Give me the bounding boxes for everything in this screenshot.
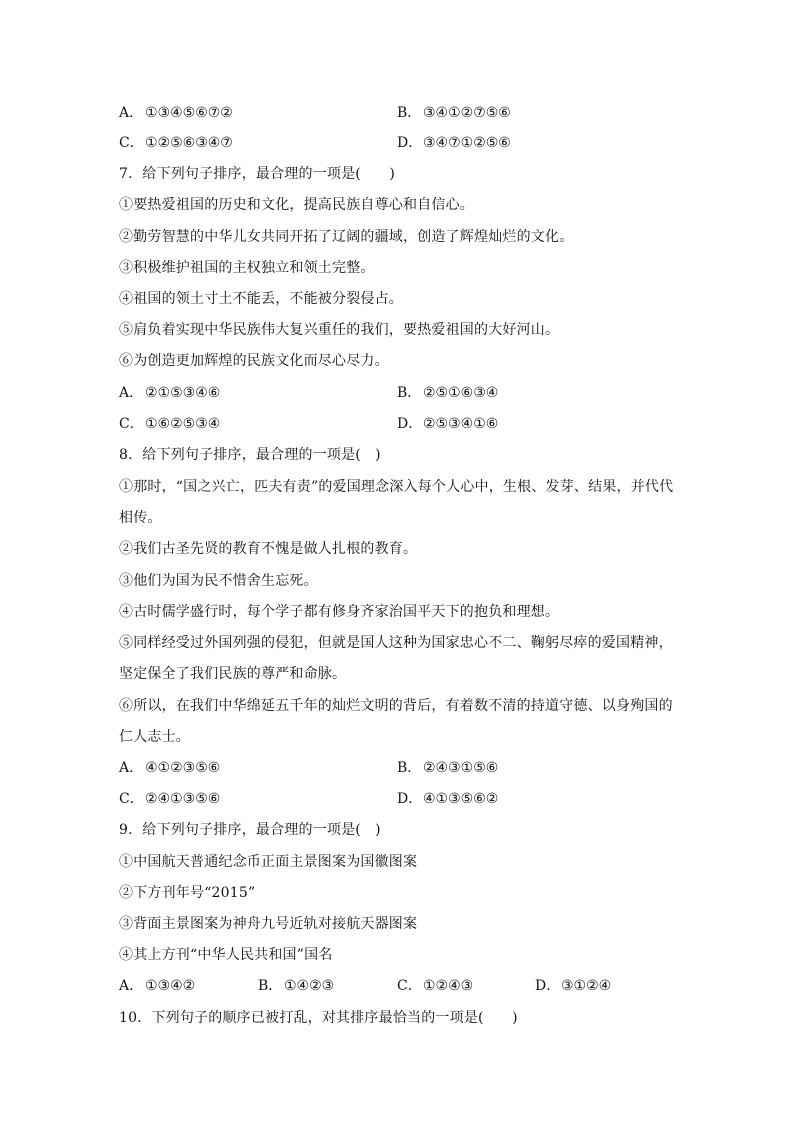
q7-option-b[interactable] xyxy=(397,384,498,402)
option-letter: D． xyxy=(397,416,423,432)
option-letter: D． xyxy=(397,135,423,151)
q9-sentence-4: ④其上方刊“中华人民共和国”国名 xyxy=(119,947,333,963)
q9-sentence-3: ③背面主景图案为神舟九号近轨对接航天器图案 xyxy=(119,916,418,932)
option-letter: C． xyxy=(119,416,144,432)
q9-option-d[interactable] xyxy=(535,977,611,995)
q8-line-3: ②我们古圣先贤的教育不愧是做人扎根的教育。 xyxy=(119,541,418,557)
option-letter: C． xyxy=(119,135,144,151)
q7-sentence-6: ⑥为创造更加辉煌的民族文化而尽心尽力。 xyxy=(119,353,389,369)
option-letter: C． xyxy=(119,791,144,807)
option-letter: B． xyxy=(397,105,422,121)
option-sequence: ③④①②⑦⑤⑥ xyxy=(423,105,511,121)
q7-sentence-3: ③积极维护祖国的主权独立和领土完整。 xyxy=(119,260,375,276)
option-sequence: ④①②③⑤⑥ xyxy=(145,760,221,776)
q7-option-d[interactable] xyxy=(397,415,498,433)
q8-option-d[interactable] xyxy=(397,790,498,808)
q7-option-c[interactable] xyxy=(119,415,220,433)
q8-line-8: ⑥所以，在我们中华绵延五千年的灿烂文明的背后，有着数不清的持道守德、以身殉国的 xyxy=(119,698,673,714)
option-sequence: ①⑥②⑤③④ xyxy=(145,416,221,432)
option-sequence: ③①②④ xyxy=(561,978,612,994)
q7-option-a[interactable] xyxy=(119,384,220,402)
option-sequence: ①②⑤⑥③④⑦ xyxy=(145,135,233,151)
q6-option-b[interactable] xyxy=(397,104,511,122)
q7-sentence-5: ⑤肩负着实现中华民族伟大复兴重任的我们，要热爱祖国的大好河山。 xyxy=(119,322,560,338)
q8-line-5: ④古时儒学盛行时，每个学子都有修身齐家治国平天下的抱负和理想。 xyxy=(119,604,560,620)
q9-option-c[interactable] xyxy=(397,977,473,995)
q9-sentence-1: ①中国航天普通纪念币正面主景图案为国徽图案 xyxy=(119,854,418,870)
q9-option-a[interactable] xyxy=(119,977,195,995)
q8-line-7: 坚定保全了我们民族的尊严和命脉。 xyxy=(119,666,347,682)
option-sequence: ①③④② xyxy=(145,978,196,994)
q7-sentence-1: ①要热爱祖国的历史和文化，提高民族自尊心和自信心。 xyxy=(119,197,474,213)
q8-line-6: ⑤同样经受过外国列强的侵犯，但就是国人这种为国家忠心不二、鞠躬尽瘁的爱国精神， xyxy=(119,635,673,651)
option-letter: C． xyxy=(397,978,422,994)
option-letter: A． xyxy=(119,760,144,776)
q9-stem: 9．给下列句子排序，最合理的一项是( ) xyxy=(119,822,381,838)
q8-stem: 8．给下列句子排序，最合理的一项是( ) xyxy=(119,447,381,463)
q8-option-a[interactable] xyxy=(119,759,220,777)
option-sequence: ②④③①⑤⑥ xyxy=(423,760,499,776)
q8-line-1: ①那时，“国之兴亡，匹夫有责”的爱国理念深入每个人心中，生根、发芽、结果，并代代 xyxy=(119,479,674,495)
option-sequence: ②⑤③④①⑥ xyxy=(423,416,499,432)
q6-option-a[interactable] xyxy=(119,104,233,122)
q9-option-b[interactable] xyxy=(258,977,334,995)
q6-option-c[interactable] xyxy=(119,134,233,152)
option-letter: B． xyxy=(258,978,283,994)
q8-line-4: ③他们为国为民不惜舍生忘死。 xyxy=(119,573,318,589)
option-sequence: ④①③⑤⑥② xyxy=(423,791,499,807)
option-letter: B． xyxy=(397,760,422,776)
option-letter: A． xyxy=(119,105,144,121)
q8-option-b[interactable] xyxy=(397,759,498,777)
option-sequence: ②①⑤③④⑥ xyxy=(145,385,221,401)
option-sequence: ①②④③ xyxy=(423,978,474,994)
q6-option-d[interactable] xyxy=(397,134,511,152)
option-letter: D． xyxy=(397,791,423,807)
option-sequence: ①③④⑤⑥⑦② xyxy=(145,105,233,121)
option-letter: A． xyxy=(119,385,144,401)
option-letter: A． xyxy=(119,978,144,994)
q9-sentence-2: ②下方刊年号“2015” xyxy=(119,885,256,901)
q7-sentence-2: ②勤劳智慧的中华儿女共同开拓了辽阔的疆域，创造了辉煌灿烂的文化。 xyxy=(119,229,574,245)
q8-line-9: 仁人志士。 xyxy=(119,729,190,745)
q8-option-c[interactable] xyxy=(119,790,220,808)
option-letter: B． xyxy=(397,385,422,401)
q10-stem: 10．下列句子的顺序已被打乱，对其排序最恰当的一项是( ) xyxy=(119,1010,518,1026)
option-letter: D． xyxy=(535,978,561,994)
option-sequence: ③④⑦①②⑤⑥ xyxy=(423,135,511,151)
option-sequence: ①④②③ xyxy=(284,978,335,994)
q8-line-2: 相传。 xyxy=(119,510,162,526)
q7-stem: 7．给下列句子排序，最合理的一项是( ) xyxy=(119,166,396,182)
option-sequence: ②⑤①⑥③④ xyxy=(423,385,499,401)
option-sequence: ②④①③⑤⑥ xyxy=(145,791,221,807)
q7-sentence-4: ④祖国的领土寸土不能丢，不能被分裂侵占。 xyxy=(119,291,403,307)
